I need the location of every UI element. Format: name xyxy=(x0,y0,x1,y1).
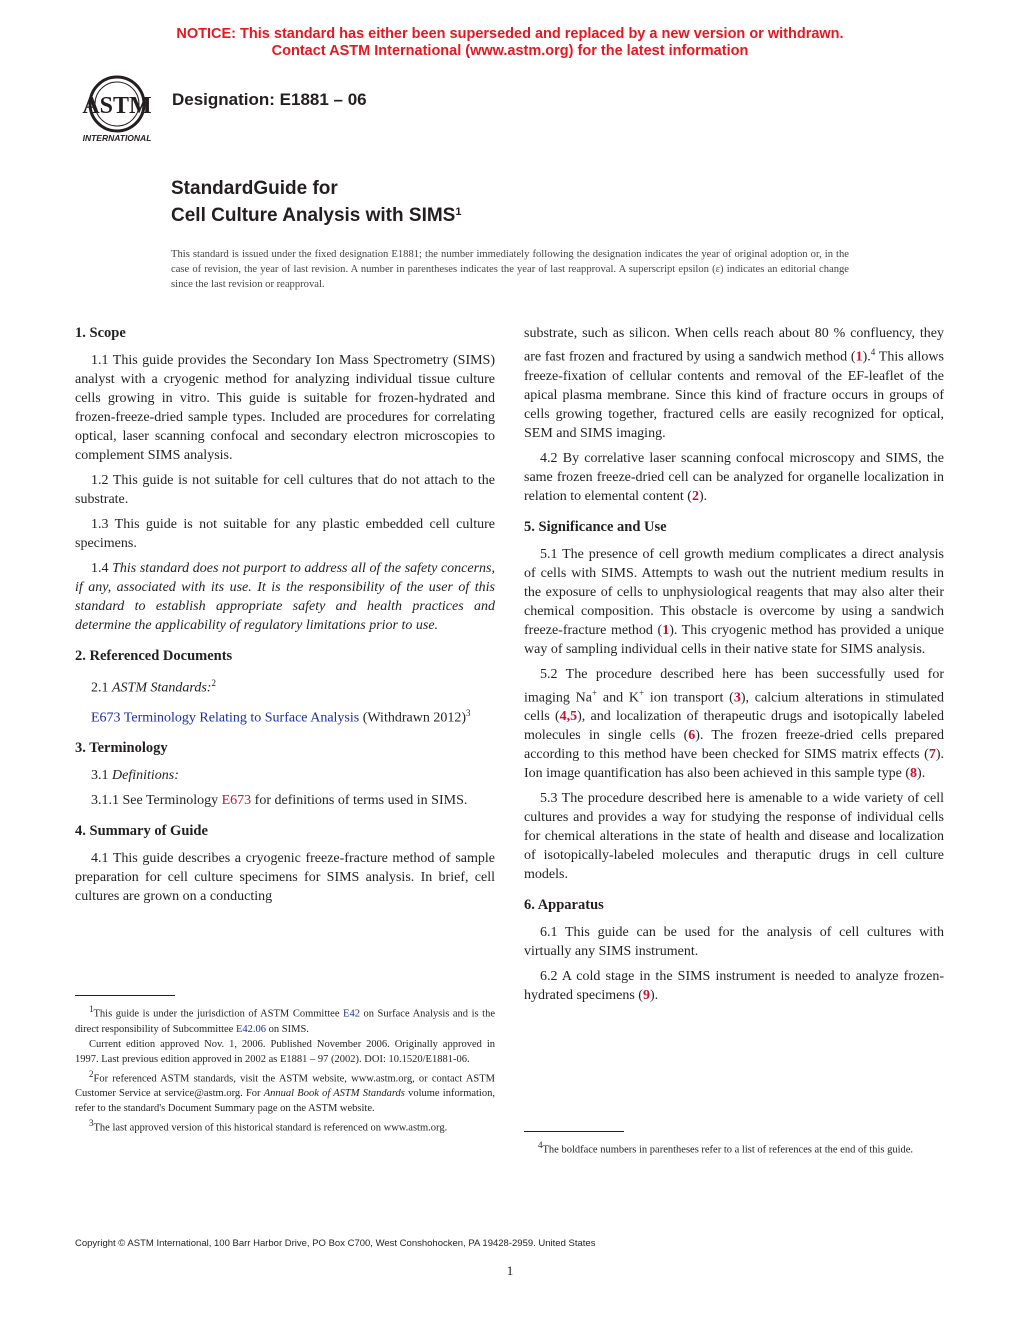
ref-1[interactable]: 1 xyxy=(855,349,863,365)
footnote-1: $^1$This guide is under the jurisdiction of ASTM Committee E42 on Surface Analysis and is the direct responsibility of Subcommittee E42.06 on SIMS. xyxy=(75,1004,495,1035)
document-title xyxy=(171,175,461,229)
e673-link[interactable]: E673 Terminology Relating to Surface Analysis xyxy=(91,710,360,726)
paragraph-1-3: 1.3 This guide is not suitable for any plastic embedded cell culture specimens. xyxy=(75,517,495,551)
paragraph-2-1: 2.1 ASTM Standards:$^2$ xyxy=(91,678,216,696)
left-column xyxy=(75,324,495,912)
footnote-4: $^4$The boldface numbers in parentheses refer to a list of references at the end of this guide. xyxy=(538,1140,914,1156)
footnotes-left xyxy=(75,995,495,1136)
copyright-line: Copyright © ASTM International, 100 Barr Harbor Drive, PO Box C700, West Conshohocken, PA 19428-2959. United States xyxy=(75,1238,596,1249)
paragraph-5-1: 5.1 The presence of cell growth medium complicates a direct analysis of cells with SIMS. Attempts to wash out the nutrient medium results in the exposure of cells to unphysiological reagents that may also alter their chemical composition. This obstacle is overcome by using a sandwich freeze-fracture method (1). This cryogenic method has provided a unique way of sampling individual cells in their native state for SIMS analysis. xyxy=(524,546,945,657)
paragraph-3-1: 3.1 Definitions: xyxy=(91,768,179,784)
footnotes-right xyxy=(524,1131,944,1158)
title-line-1: StandardGuide for xyxy=(171,178,338,199)
ref-3[interactable]: 3 xyxy=(733,690,741,706)
logo-international: INTERNATIONAL xyxy=(82,133,152,143)
title-line-2: Cell Culture Analysis with SIMS$^1$ xyxy=(171,205,462,226)
footnote-1-edition: Current edition approved Nov. 1, 2006. Published November 2006. Originally approved in 1997. Last previous edition approved in 2002 as E1881 – 97 (2002). DOI: 10.1520/E1881-06. xyxy=(75,1038,495,1065)
section-heading-referenced-documents: 2. Referenced Documents xyxy=(75,648,233,664)
paragraph-1-4: 1.4 This standard does not purport to address all of the safety concerns, if any, associated with its use. It is the responsibility of the user of this standard to establish appropriate safety and health practices and determine the applicability of regulatory limitations prior to use. xyxy=(75,561,496,633)
right-column xyxy=(524,324,944,1011)
intro-paragraph: This standard is issued under the fixed designation E1881; the number immediately following the designation indicates the year of original adoption or, in the case of revision, the year of last revision. A number in parentheses indicates the year of last reapproval. A superscript epsilon (ε) indicates an editorial change since the last revision or reapproval. xyxy=(171,249,849,290)
notice-line-2: Contact ASTM International (www.astm.org) for the latest information xyxy=(271,43,749,59)
ref-9[interactable]: 9 xyxy=(642,988,650,1004)
e673-inline-link[interactable]: E673 xyxy=(221,793,252,809)
footnote-divider-right xyxy=(524,1131,624,1132)
title-footnote-marker: 1 xyxy=(455,206,462,218)
paragraph-1-2: 1.2 This guide is not suitable for cell cultures that do not attach to the substrate. xyxy=(75,473,495,507)
ref-1b[interactable]: 1 xyxy=(662,622,670,638)
paragraph-4-2: 4.2 By correlative laser scanning confocal microscopy and SIMS, the same frozen freeze-dried cell can be analyzed for organelle localization in relation to elemental content (2). xyxy=(524,450,944,504)
withdrawn-notice xyxy=(0,26,1020,60)
paragraph-4-1: 4.1 This guide describes a cryogenic freeze-fracture method of sample preparation for cell culture specimens for SIMS analysis. In brief, cell cultures are grown on a conducting xyxy=(75,851,495,905)
paragraph-3-1-1: 3.1.1 See Terminology E673 for definitions of terms used in SIMS. xyxy=(91,793,468,809)
section-heading-significance: 5. Significance and Use xyxy=(524,518,667,535)
ref-8[interactable]: 8 xyxy=(910,766,918,782)
ref-2[interactable]: 2 xyxy=(691,488,699,504)
logo-letters: ASTM xyxy=(82,93,152,119)
footnote-3: $^3$The last approved version of this historical standard is referenced on www.astm.org. xyxy=(89,1118,448,1134)
paragraph-5-2: 5.2 The procedure described here has been successfully used for imaging Na+ and K+ ion transport (3), calcium alterations in stimulated cells (4,5), and localization of therapeutic drugs and isotopically labeled molecules in single cells (6). The frozen freeze-dried cells prepared according to this method have been checked for SIMS matrix effects (7). Ion image quantification has also been achieved in this sample type (8). xyxy=(524,666,944,782)
paragraph-6-2: 6.2 A cold stage in the SIMS instrument is needed to analyze frozen-hydrated specimens (9). xyxy=(524,969,944,1004)
e42-06-link[interactable]: E42.06 xyxy=(235,1023,267,1035)
reference-e673: E673 Terminology Relating to Surface Analysis (Withdrawn 2012)$^3$ xyxy=(91,707,471,726)
section-heading-terminology: 3. Terminology xyxy=(75,740,168,757)
paragraph-4-1-continued: substrate, such as silicon. When cells reach about 80 % confluency, they are fast frozen and fractured by using a sandwich method (1).$^4$ This allows freeze-fixation of cellular contents and removal of the EF-leaflet of the apical plasma membrane. Since this kind of fracture occurs in groups of cells growing together, fractured cells are easily recognized for optical, SEM and SIMS imaging. xyxy=(524,326,944,441)
section-heading-scope: 1. Scope xyxy=(75,325,126,341)
section-heading-summary: 4. Summary of Guide xyxy=(75,823,208,840)
footnote-2: $^2$For referenced ASTM standards, visit the ASTM website, www.astm.org, or contact ASTM Customer Service at service@astm.org. For Annual Book of ASTM Standards volume information, refer to the standard's Document Summary page on the ASTM website. xyxy=(75,1068,495,1114)
notice-line-1: NOTICE: This standard has either been superseded and replaced by a new version or withdrawn. xyxy=(176,26,844,42)
page-number: 1 xyxy=(506,1263,514,1278)
paragraph-1-1: 1.1 This guide provides the Secondary Ion Mass Spectrometry (SIMS) analyst with a cryogenic method for analyzing individual tissue culture cells growing in vitro. This guide is suitable for frozen-hydrated and frozen-freeze-dried sample types. Included are procedures for correlating optical, laser scanning confocal and secondary electron microscopies to complement SIMS analysis. xyxy=(75,353,495,463)
ref-4-5[interactable]: 4,5 xyxy=(559,709,578,725)
astm-logo-icon xyxy=(74,74,160,144)
paragraph-5-3: 5.3 The procedure described here is amenable to a wide variety of cell cultures and provides a way for studying the response of individual cells for chemical alterations in the state of health and disease and localization of isotopically-labeled molecules and theraputic drugs in cell culture models. xyxy=(524,791,944,883)
e42-link[interactable]: E42 xyxy=(343,1008,360,1020)
ref-7[interactable]: 7 xyxy=(928,747,936,763)
ref-6[interactable]: 6 xyxy=(688,728,696,744)
designation: Designation: E1881 – 06 xyxy=(172,90,367,109)
paragraph-6-1: 6.1 This guide can be used for the analysis of cell cultures with virtually any SIMS instrument. xyxy=(524,925,944,960)
section-heading-apparatus: 6. Apparatus xyxy=(524,897,604,914)
footnote-divider xyxy=(75,995,175,996)
